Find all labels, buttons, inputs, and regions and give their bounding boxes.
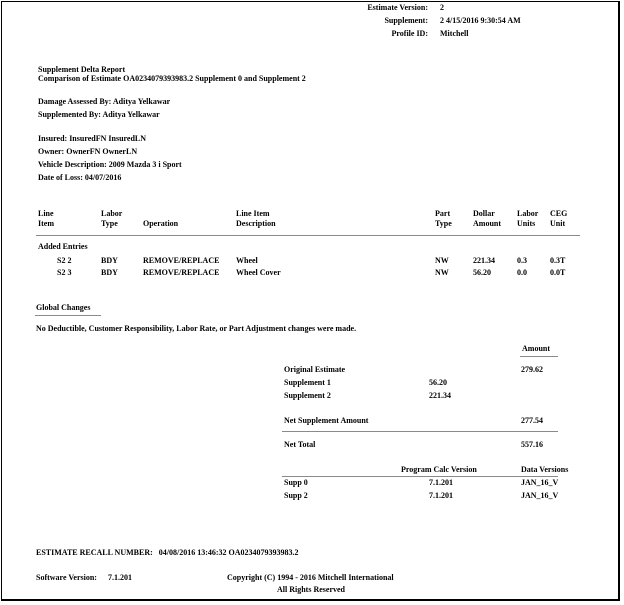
program-calc-version-header: Program Calc Version	[401, 465, 477, 474]
original-estimate-label: Original Estimate	[284, 365, 346, 374]
supp-0-program-calc: 7.1.201	[429, 478, 453, 487]
supplement-label: Supplement:	[384, 16, 428, 25]
table-header-rule	[36, 235, 580, 236]
supplement-1-value: 56.20	[429, 378, 447, 387]
row-2-labor: BDY	[101, 268, 118, 277]
header-part-type-1: Part	[435, 209, 451, 218]
report-comparison: Comparison of Estimate OA0234079393983.2 Supplement 0 and Supplement 2	[38, 74, 306, 83]
row-2-part-type: NW	[435, 268, 449, 277]
supp-0-label: Supp 0	[284, 478, 308, 487]
software-version-label: Software Version:	[36, 573, 97, 582]
header-operation: Operation	[143, 219, 179, 228]
row-1-line: S2 2	[57, 256, 72, 265]
supplement-2-value: 221.34	[429, 391, 451, 400]
global-changes-rule	[35, 315, 101, 316]
header-line-item-2: Item	[38, 219, 54, 228]
estimate-version-label: Estimate Version:	[367, 3, 428, 12]
global-changes-title: Global Changes	[36, 303, 91, 312]
supplement-2-label: Supplement 2	[284, 391, 331, 400]
row-1-operation: REMOVE/REPLACE	[143, 256, 220, 265]
supp-0-data-version: JAN_16_V	[521, 478, 559, 487]
header-labor-units-1: Labor	[517, 209, 539, 218]
amount-header: Amount	[522, 344, 551, 353]
row-1-units: 0.3	[517, 256, 527, 265]
net-supplement-rule	[282, 431, 558, 432]
software-version-value: 7.1.201	[108, 573, 132, 582]
header-part-type-2: Type	[435, 219, 452, 228]
amount-header-rule	[520, 356, 558, 357]
header-labor-units-2: Units	[517, 219, 536, 228]
header-ceg-2: Unit	[550, 219, 566, 228]
header-labor-type-2: Type	[101, 219, 118, 228]
row-2-operation: REMOVE/REPLACE	[143, 268, 220, 277]
supp-2-program-calc: 7.1.201	[429, 491, 453, 500]
header-amount-1: Dollar	[473, 209, 495, 218]
owner: Owner: OwnerFN OwnerLN	[38, 147, 138, 156]
estimate-recall-number: ESTIMATE RECALL NUMBER: 04/08/2016 13:46:32 OA0234079393983.2	[36, 548, 299, 557]
insured: Insured: InsuredFN InsuredLN	[38, 134, 147, 143]
page-frame	[1, 1, 620, 601]
supplement-value: 2 4/15/2016 9:30:54 AM	[440, 16, 521, 25]
versions-rule	[282, 476, 558, 477]
supplemented-by: Supplemented By: Aditya Yelkawar	[38, 110, 160, 119]
original-estimate-value: 279.62	[521, 365, 543, 374]
report-title: Supplement Delta Report	[38, 65, 126, 74]
header-line-item-1: Line	[38, 209, 54, 218]
header-amount-2: Amount	[473, 219, 502, 228]
damage-assessed-by: Damage Assessed By: Aditya Yelkawar	[38, 97, 171, 106]
global-changes-text: No Deductible, Customer Responsibility, Labor Rate, or Part Adjustment changes were made.	[36, 324, 357, 333]
section-added-entries: Added Entries	[38, 242, 88, 251]
estimate-version-value: 2	[440, 3, 444, 12]
row-2-description: Wheel Cover	[236, 268, 281, 277]
row-2-line: S2 3	[57, 268, 72, 277]
row-1-amount: 221.34	[473, 256, 495, 265]
supplement-1-label: Supplement 1	[284, 378, 331, 387]
copyright: Copyright (C) 1994 - 2016 Mitchell International	[227, 573, 394, 582]
all-rights-reserved: All Rights Reserved	[277, 585, 345, 594]
net-supplement-label: Net Supplement Amount	[284, 416, 369, 425]
net-supplement-value: 277.54	[521, 416, 543, 425]
row-2-ceg: 0.0T	[550, 268, 566, 277]
row-1-description: Wheel	[236, 256, 258, 265]
profile-id-value: Mitchell	[440, 29, 469, 38]
row-1-labor: BDY	[101, 256, 118, 265]
net-total-label: Net Total	[284, 440, 316, 449]
row-2-units: 0.0	[517, 268, 527, 277]
row-1-part-type: NW	[435, 256, 449, 265]
vehicle-description: Vehicle Description: 2009 Mazda 3 i Sport	[38, 160, 182, 169]
profile-id-label: Profile ID:	[391, 29, 428, 38]
data-versions-header: Data Versions	[521, 465, 569, 474]
header-description-2: Description	[236, 219, 276, 228]
row-1-ceg: 0.3T	[550, 256, 566, 265]
header-labor-type-1: Labor	[101, 209, 123, 218]
header-description-1: Line Item	[236, 209, 270, 218]
row-2-amount: 56.20	[473, 268, 491, 277]
net-total-value: 557.16	[521, 440, 543, 449]
date-of-loss: Date of Loss: 04/07/2016	[38, 173, 122, 182]
header-ceg-1: CEG	[550, 209, 568, 218]
supp-2-data-version: JAN_16_V	[521, 491, 559, 500]
supp-2-label: Supp 2	[284, 491, 308, 500]
